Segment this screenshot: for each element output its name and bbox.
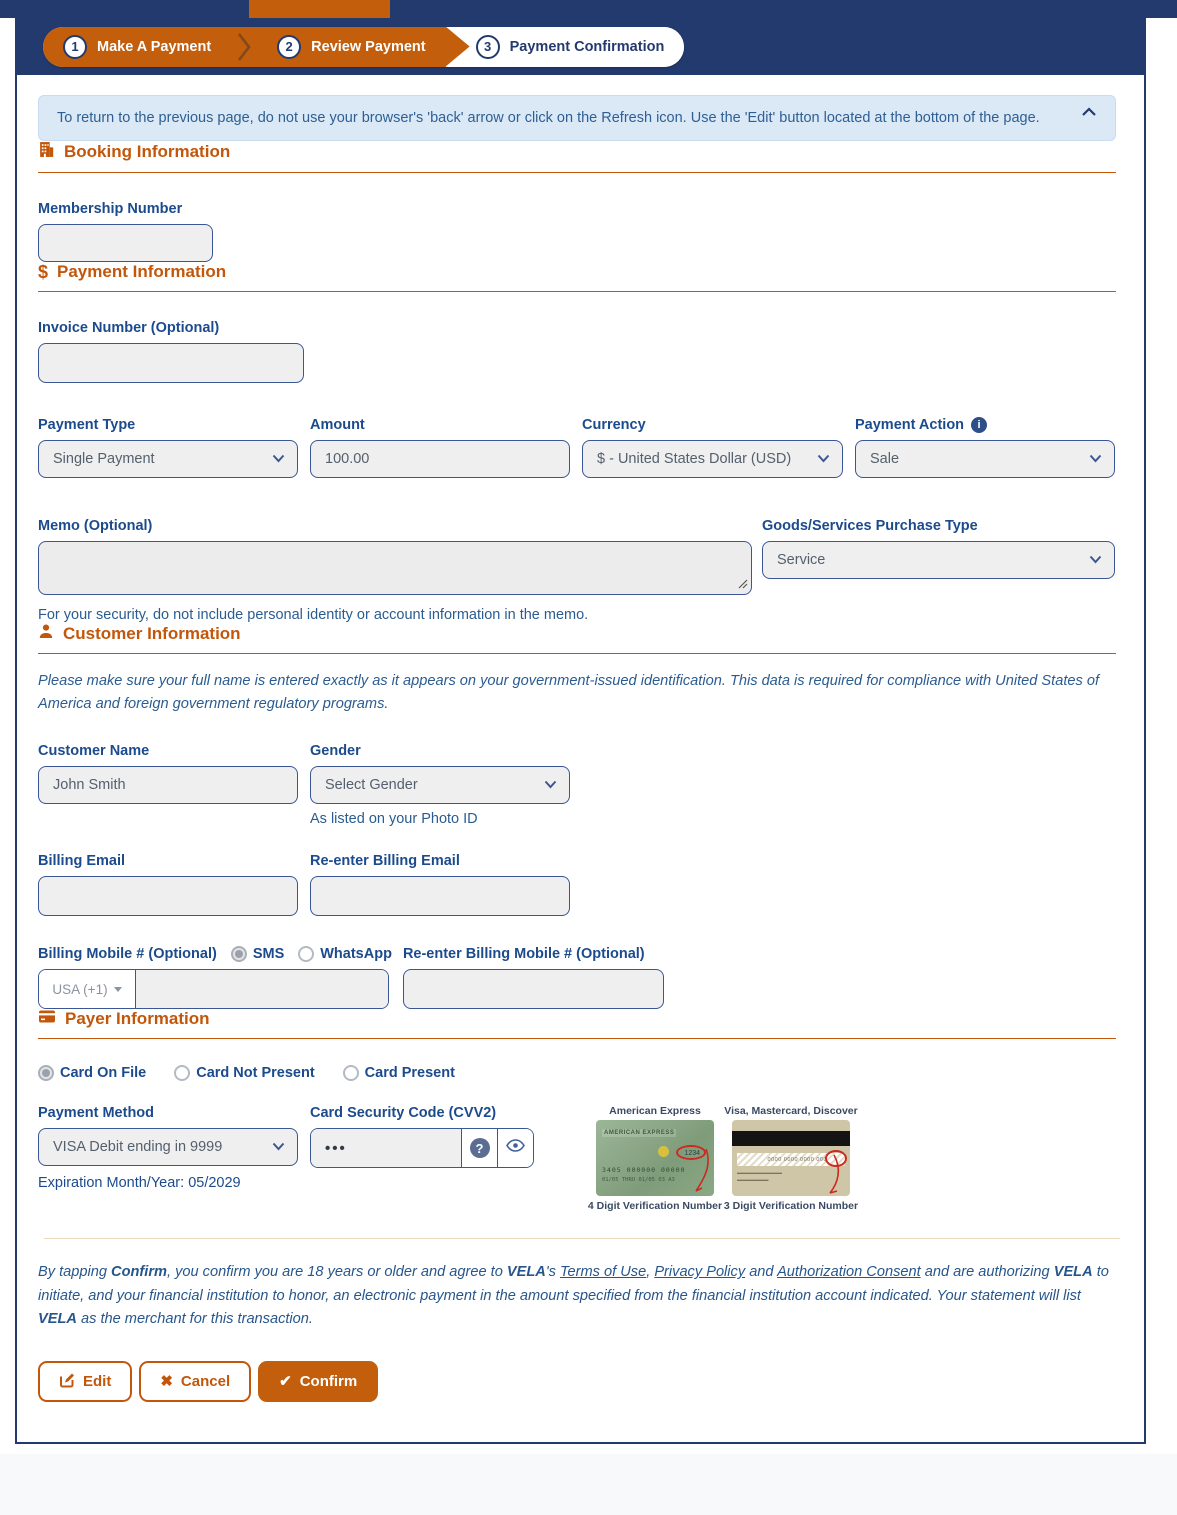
amount-label: Amount bbox=[310, 417, 365, 433]
resize-handle-icon[interactable] bbox=[738, 576, 748, 594]
reenter-billing-mobile-label: Re-enter Billing Mobile # (Optional) bbox=[402, 946, 645, 963]
payment-action-value: Sale bbox=[870, 451, 900, 467]
amex-bottom-row: 01/05 THRU 01/05 03 A3 bbox=[602, 1177, 675, 1184]
customer-section-title: Customer Information bbox=[63, 623, 241, 643]
step-2-number: 2 bbox=[277, 35, 301, 59]
magnetic-stripe bbox=[732, 1131, 850, 1146]
cvv-reveal-button[interactable] bbox=[497, 1129, 533, 1167]
chevron-down-icon bbox=[1089, 451, 1102, 467]
sms-radio-label: SMS bbox=[252, 946, 285, 963]
billing-mobile-group bbox=[38, 969, 389, 1009]
page-bottom-gap bbox=[0, 1444, 1177, 1454]
main-card bbox=[15, 18, 1146, 1444]
terms-of-use-link[interactable]: Terms of Use bbox=[559, 1264, 647, 1281]
billing-mobile-label-row bbox=[38, 946, 392, 962]
cvv-label: Card Security Code (CVV2) bbox=[310, 1105, 497, 1122]
step-make-a-payment[interactable] bbox=[43, 27, 231, 67]
whatsapp-radio[interactable] bbox=[298, 946, 392, 962]
payment-action-label-row bbox=[855, 417, 1115, 433]
building-icon bbox=[38, 141, 55, 163]
purchase-type-select[interactable] bbox=[762, 541, 1115, 579]
payment-action-select[interactable] bbox=[855, 440, 1115, 478]
visa-caption: 3 Digit Verification Number bbox=[723, 1200, 859, 1213]
visa-fineprint: ▬▬▬▬▬▬▬▬▬▬ ▬▬▬▬▬▬▬ bbox=[737, 1170, 782, 1182]
section-divider bbox=[44, 1238, 1120, 1239]
payment-method-value: VISA Debit ending in 9999 bbox=[53, 1139, 223, 1156]
customer-name-label: Customer Name bbox=[38, 743, 150, 760]
step-1-number: 1 bbox=[63, 35, 87, 59]
payment-section-heading bbox=[38, 262, 1116, 292]
booking-section-title: Booking Information bbox=[64, 142, 231, 161]
chevron-down-icon bbox=[272, 1139, 285, 1155]
invoice-number-label: Invoice Number (Optional) bbox=[38, 320, 220, 336]
customer-section-heading bbox=[38, 623, 1116, 654]
memo-helper-text: For your security, do not include personal identity or account information in the memo. bbox=[38, 607, 589, 623]
chevron-down-icon bbox=[272, 451, 285, 467]
edit-icon bbox=[59, 1372, 75, 1392]
amex-logo-dot bbox=[658, 1146, 669, 1157]
radio-dot-icon bbox=[174, 1065, 190, 1081]
stepper-band bbox=[17, 18, 1144, 75]
info-icon[interactable]: i bbox=[971, 417, 987, 433]
legal-text: By tapping Confirm, you confirm you are 18 years or older and agree to VELA's Terms of Use, Privacy Policy and Authorization Consent and are authorizing VELA to initiate, and your financial institution to honor, an electronic payment in the amount specified from the financial institution account indicated. Your statement will list VELA as the merchant for this transaction. bbox=[38, 1264, 1109, 1327]
booking-section-heading bbox=[38, 141, 1116, 173]
payment-section-title: Payment Information bbox=[57, 262, 227, 281]
visa-signature-numbers: 0000 0000 0000 000 bbox=[767, 1156, 827, 1163]
membership-number-input[interactable] bbox=[38, 224, 213, 262]
payment-type-select[interactable] bbox=[38, 440, 298, 478]
radio-dot-icon bbox=[298, 946, 314, 962]
payment-type-label: Payment Type bbox=[38, 417, 136, 433]
gender-value: Select Gender bbox=[325, 777, 418, 794]
step-3-number: 3 bbox=[476, 35, 500, 59]
payment-type-value: Single Payment bbox=[53, 451, 155, 467]
amex-cvv-digits: 1234 bbox=[684, 1150, 700, 1158]
top-navbar-strip bbox=[0, 0, 1177, 18]
payer-section-title: Payer Information bbox=[65, 1009, 210, 1029]
customer-note: Please make sure your full name is entered exactly as it appears on your government-issued identification. This data is required for compliance with United States of America and foreign government regulatory programs. bbox=[38, 673, 1100, 712]
edit-button-label: Edit bbox=[83, 1373, 112, 1391]
step-payment-confirmation[interactable] bbox=[470, 27, 685, 67]
eye-icon bbox=[506, 1139, 525, 1157]
person-icon bbox=[38, 623, 54, 644]
visa-example-title: Visa, Mastercard, Discover bbox=[724, 1105, 858, 1118]
currency-select[interactable] bbox=[582, 440, 843, 478]
whatsapp-radio-label: WhatsApp bbox=[320, 946, 392, 963]
step-3-label: Payment Confirmation bbox=[509, 38, 665, 55]
payment-method-label: Payment Method bbox=[38, 1105, 155, 1122]
cvv-input[interactable]: ••• bbox=[311, 1129, 461, 1167]
credit-card-icon bbox=[38, 1009, 56, 1029]
amex-brand-text: AMERICAN EXPRESS bbox=[604, 1130, 675, 1137]
info-alert bbox=[38, 95, 1116, 141]
visa-card-image bbox=[732, 1120, 850, 1196]
payment-method-select[interactable] bbox=[38, 1128, 298, 1166]
amex-card-number: 3405 000000 00000 bbox=[602, 1166, 686, 1175]
authorization-consent-link[interactable]: Authorization Consent bbox=[777, 1264, 921, 1281]
country-code-value: USA (+1) bbox=[52, 981, 108, 997]
step-separator-icon bbox=[231, 27, 257, 67]
card-on-file-radio[interactable] bbox=[38, 1065, 146, 1081]
amount-input[interactable] bbox=[310, 440, 570, 478]
radio-dot-icon bbox=[343, 1065, 359, 1081]
gender-helper-text: As listed on your Photo ID bbox=[310, 811, 478, 828]
memo-textarea[interactable] bbox=[38, 541, 752, 595]
memo-label: Memo (Optional) bbox=[38, 518, 153, 534]
question-icon: ? bbox=[470, 1138, 490, 1158]
amex-caption: 4 Digit Verification Number bbox=[587, 1200, 723, 1213]
reenter-billing-email-input[interactable] bbox=[310, 876, 570, 916]
gender-label: Gender bbox=[310, 743, 361, 760]
invoice-number-input[interactable] bbox=[38, 343, 304, 383]
billing-mobile-input[interactable] bbox=[136, 970, 388, 1008]
payer-section-heading bbox=[38, 1009, 1116, 1039]
sms-radio[interactable] bbox=[231, 946, 284, 962]
edit-button[interactable] bbox=[38, 1361, 132, 1402]
radio-dot-icon bbox=[38, 1065, 54, 1081]
check-icon: ✔ bbox=[279, 1373, 292, 1391]
card-not-present-label: Card Not Present bbox=[196, 1065, 315, 1082]
confirm-button[interactable] bbox=[258, 1361, 378, 1402]
expiration-note: Expiration Month/Year: 05/2029 bbox=[38, 1175, 241, 1192]
payment-action-label: Payment Action bbox=[855, 417, 965, 433]
customer-name-input[interactable] bbox=[38, 766, 298, 804]
confirm-button-label: Confirm bbox=[299, 1373, 358, 1391]
amex-example bbox=[587, 1105, 723, 1213]
chevron-down-icon bbox=[817, 451, 830, 467]
cvv-help-button[interactable] bbox=[461, 1129, 497, 1167]
cvv-group bbox=[310, 1128, 534, 1168]
cvv-location-examples bbox=[587, 1105, 859, 1213]
currency-value: $ - United States Dollar (USD) bbox=[597, 451, 792, 467]
dollar-icon: $ bbox=[38, 262, 49, 282]
amex-card-image bbox=[596, 1120, 714, 1196]
cancel-button-label: Cancel bbox=[180, 1373, 231, 1391]
step-2-label: Review Payment bbox=[311, 38, 426, 55]
card-present-radio[interactable] bbox=[343, 1065, 455, 1081]
gender-select[interactable] bbox=[310, 766, 570, 804]
active-nav-tab-highlight[interactable] bbox=[249, 0, 390, 18]
action-buttons bbox=[38, 1361, 1116, 1442]
step-1-label: Make A Payment bbox=[97, 38, 212, 55]
billing-email-label: Billing Email bbox=[38, 853, 126, 870]
step-arrow-icon bbox=[446, 27, 470, 67]
card-present-label: Card Present bbox=[364, 1065, 455, 1082]
step-review-payment[interactable] bbox=[257, 27, 445, 67]
cancel-button[interactable] bbox=[139, 1361, 251, 1402]
currency-label: Currency bbox=[582, 417, 646, 433]
progress-stepper bbox=[43, 27, 684, 67]
chevron-down-icon bbox=[1089, 552, 1102, 568]
reenter-billing-email-label: Re-enter Billing Email bbox=[310, 853, 460, 870]
visa-example bbox=[723, 1105, 859, 1213]
amex-cvv-circle bbox=[676, 1145, 706, 1160]
caret-down-icon bbox=[114, 987, 122, 992]
card-not-present-radio[interactable] bbox=[174, 1065, 314, 1081]
purchase-type-value: Service bbox=[777, 552, 826, 568]
country-code-select[interactable] bbox=[39, 970, 136, 1008]
chevron-down-icon bbox=[544, 777, 557, 793]
billing-mobile-label: Billing Mobile # (Optional) bbox=[38, 946, 217, 963]
amex-example-title: American Express bbox=[609, 1105, 701, 1118]
reenter-billing-mobile-input[interactable] bbox=[403, 969, 664, 1009]
x-icon: ✖ bbox=[160, 1373, 173, 1391]
chevron-up-icon[interactable] bbox=[1081, 106, 1097, 122]
purchase-type-label: Goods/Services Purchase Type bbox=[762, 518, 978, 534]
privacy-policy-link[interactable]: Privacy Policy bbox=[654, 1264, 746, 1281]
card-on-file-label: Card On File bbox=[60, 1065, 147, 1082]
membership-number-label: Membership Number bbox=[38, 201, 183, 217]
billing-email-input[interactable] bbox=[38, 876, 298, 916]
radio-dot-icon bbox=[231, 946, 247, 962]
alert-text: To return to the previous page, do not use your browser's 'back' arrow or click on the Refresh icon. Use the 'Edit' button located at the bottom of the page. bbox=[57, 110, 1040, 126]
